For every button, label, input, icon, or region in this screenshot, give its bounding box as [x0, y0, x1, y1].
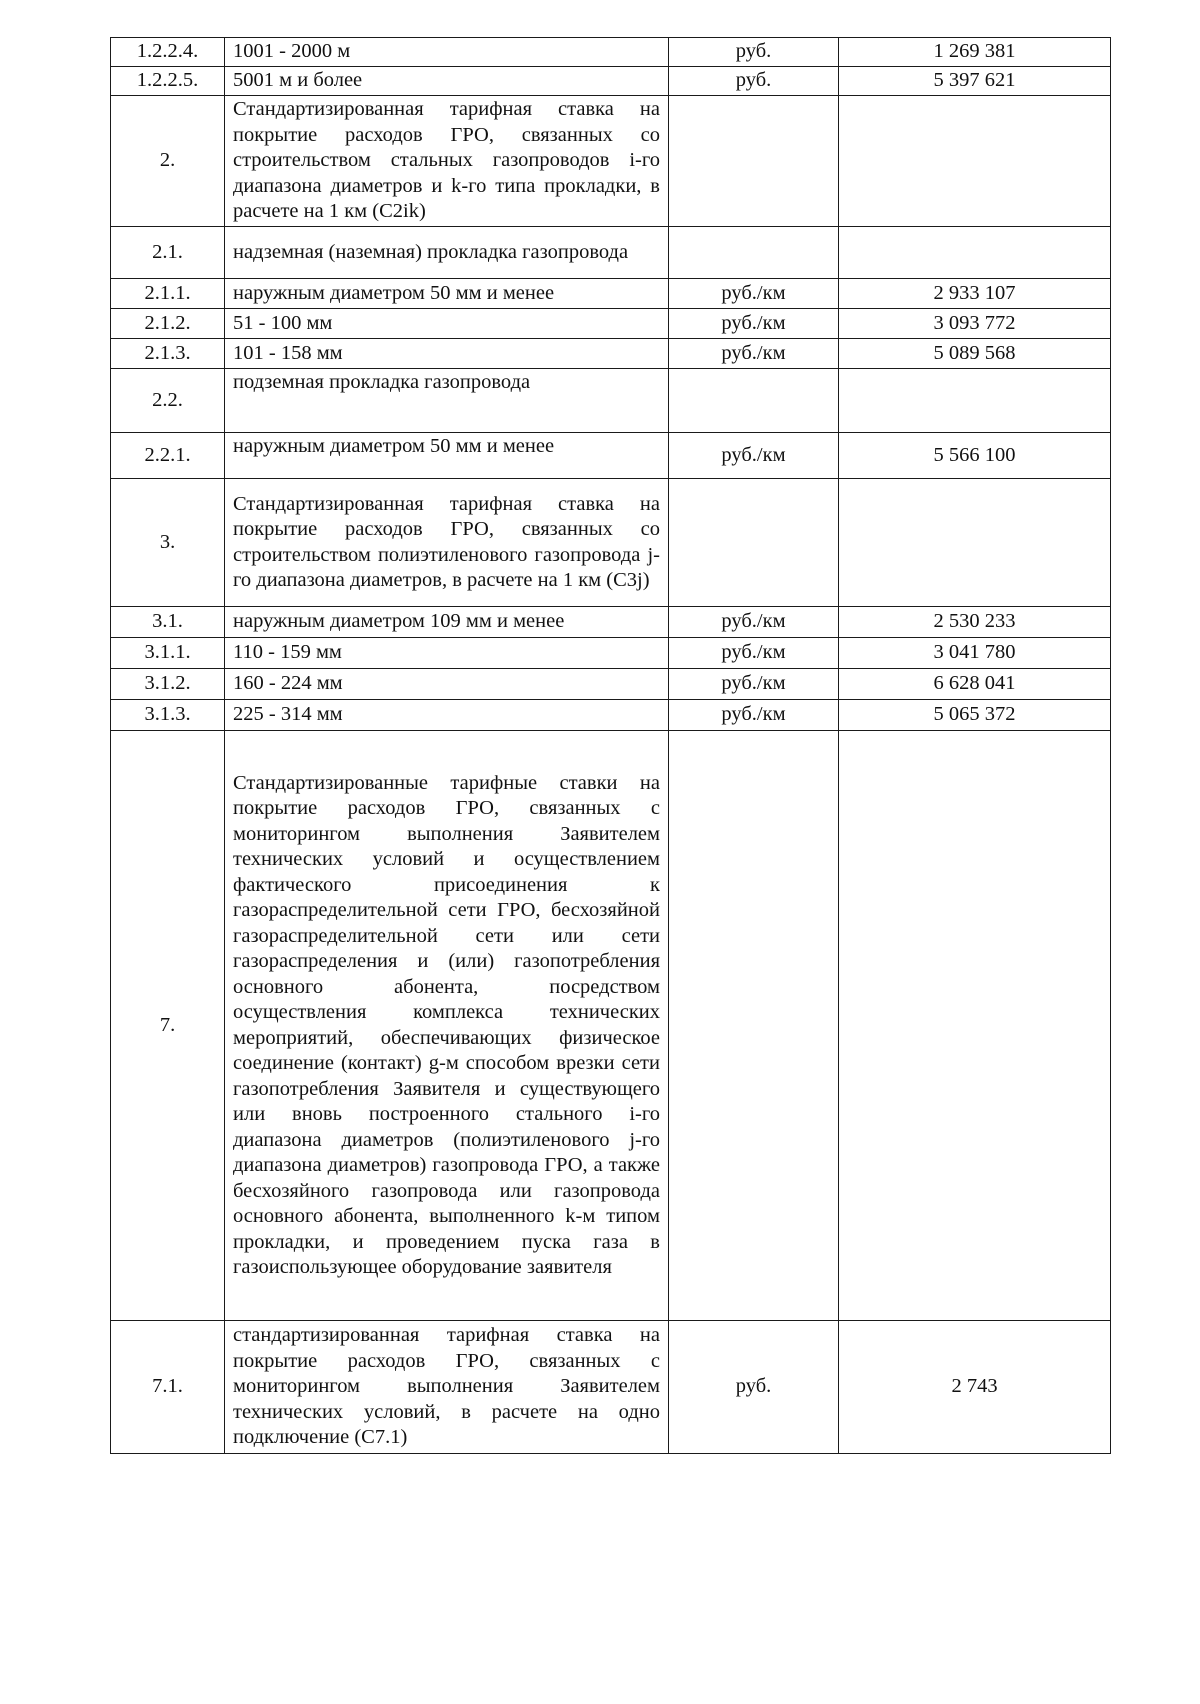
row-description: наружным диаметром 109 мм и менее: [225, 607, 669, 638]
row-number: 3.1.1.: [111, 638, 225, 669]
row-unit: руб.: [669, 67, 839, 96]
row-value: 3 041 780: [839, 638, 1111, 669]
row-description: подземная прокладка газопровода: [225, 369, 669, 433]
table-row: [111, 607, 1111, 638]
row-unit: [669, 96, 839, 227]
row-description: Стандартизированная тарифная ставка на покрытие расходов ГРО, связанных со строительством полиэтиленового газопровода j-го диапазона диаметров, в расчете на 1 км (С3j): [225, 479, 669, 607]
table-row: [111, 669, 1111, 700]
row-unit: руб./км: [669, 607, 839, 638]
row-unit: руб./км: [669, 279, 839, 309]
row-unit: [669, 731, 839, 1321]
row-description: 101 - 158 мм: [225, 339, 669, 369]
table-row: [111, 339, 1111, 369]
row-unit: [669, 479, 839, 607]
table-row: [111, 700, 1111, 731]
row-description: наружным диаметром 50 мм и менее: [225, 279, 669, 309]
row-description: Стандартизированная тарифная ставка на покрытие расходов ГРО, связанных со строительством стальных газопроводов i-го диапазона диаметров и k-го типа прокладки, в расчете на 1 км (С2ik): [225, 96, 669, 227]
row-number: 1.2.2.5.: [111, 67, 225, 96]
row-value: 1 269 381: [839, 38, 1111, 67]
table-row: [111, 67, 1111, 96]
row-unit: руб./км: [669, 433, 839, 479]
row-unit: руб./км: [669, 638, 839, 669]
row-description: 51 - 100 мм: [225, 309, 669, 339]
row-value: [839, 227, 1111, 279]
tariff-table: [110, 37, 1111, 1454]
row-number: 7.: [111, 731, 225, 1321]
table-row: [111, 731, 1111, 1321]
table-row: [111, 1321, 1111, 1454]
row-value: [839, 96, 1111, 227]
row-unit: [669, 369, 839, 433]
table-row: [111, 279, 1111, 309]
row-description: наружным диаметром 50 мм и менее: [225, 433, 669, 479]
table-row: [111, 369, 1111, 433]
row-value: [839, 731, 1111, 1321]
row-number: 2.2.1.: [111, 433, 225, 479]
row-unit: руб./км: [669, 309, 839, 339]
row-number: 2.1.1.: [111, 279, 225, 309]
row-number: 3.1.: [111, 607, 225, 638]
row-description: 160 - 224 мм: [225, 669, 669, 700]
row-unit: руб.: [669, 38, 839, 67]
row-number: 2.2.: [111, 369, 225, 433]
row-value: 2 530 233: [839, 607, 1111, 638]
row-number: 3.1.3.: [111, 700, 225, 731]
row-description: надземная (наземная) прокладка газопровода: [225, 227, 669, 279]
table-row: [111, 38, 1111, 67]
tariff-table-page: [110, 37, 1110, 1454]
row-unit: [669, 227, 839, 279]
row-number: 3.1.2.: [111, 669, 225, 700]
row-unit: руб./км: [669, 339, 839, 369]
row-value: [839, 479, 1111, 607]
row-unit: руб./км: [669, 669, 839, 700]
row-number: 2.1.2.: [111, 309, 225, 339]
table-row: [111, 638, 1111, 669]
row-number: 1.2.2.4.: [111, 38, 225, 67]
row-value: 2 933 107: [839, 279, 1111, 309]
row-value: 5 089 568: [839, 339, 1111, 369]
row-number: 2.1.3.: [111, 339, 225, 369]
table-row: [111, 309, 1111, 339]
row-description: 1001 - 2000 м: [225, 38, 669, 67]
row-value: 5 397 621: [839, 67, 1111, 96]
row-description: 225 - 314 мм: [225, 700, 669, 731]
row-description: стандартизированная тарифная ставка на покрытие расходов ГРО, связанных с мониторингом выполнения Заявителем технических условий, в расчете на одно подключение (С7.1): [225, 1321, 669, 1454]
table-row: [111, 433, 1111, 479]
row-value: 6 628 041: [839, 669, 1111, 700]
table-row: [111, 227, 1111, 279]
table-row: [111, 96, 1111, 227]
row-number: 2.1.: [111, 227, 225, 279]
row-number: 2.: [111, 96, 225, 227]
row-value: 5 065 372: [839, 700, 1111, 731]
table-row: [111, 479, 1111, 607]
row-description: 5001 м и более: [225, 67, 669, 96]
row-description: Стандартизированные тарифные ставки на покрытие расходов ГРО, связанных с мониторингом выполнения Заявителем технических условий и осуществлением фактического присоединения к газораспределительной сети ГРО, бесхозяйной газораспределительной сети или сети газораспределения и (или) газопотребления основного абонента, посредством осуществления комплекса технических мероприятий, обеспечивающих физическое соединение (контакт) g-м способом врезки сети газопотребления Заявителя и существующего или вновь построенного стального i-го диапазона диаметров (полиэтиленового j-го диапазона диаметров) газопровода ГРО, а также бесхозяйного газопровода или газопровода основного абонента, выполненного k-м типом прокладки, и проведением пуска газа в газоиспользующее оборудование заявителя: [225, 731, 669, 1321]
row-description: 110 - 159 мм: [225, 638, 669, 669]
row-value: [839, 369, 1111, 433]
row-value: 5 566 100: [839, 433, 1111, 479]
row-number: 7.1.: [111, 1321, 225, 1454]
row-unit: руб.: [669, 1321, 839, 1454]
row-value: 2 743: [839, 1321, 1111, 1454]
row-unit: руб./км: [669, 700, 839, 731]
row-value: 3 093 772: [839, 309, 1111, 339]
row-number: 3.: [111, 479, 225, 607]
